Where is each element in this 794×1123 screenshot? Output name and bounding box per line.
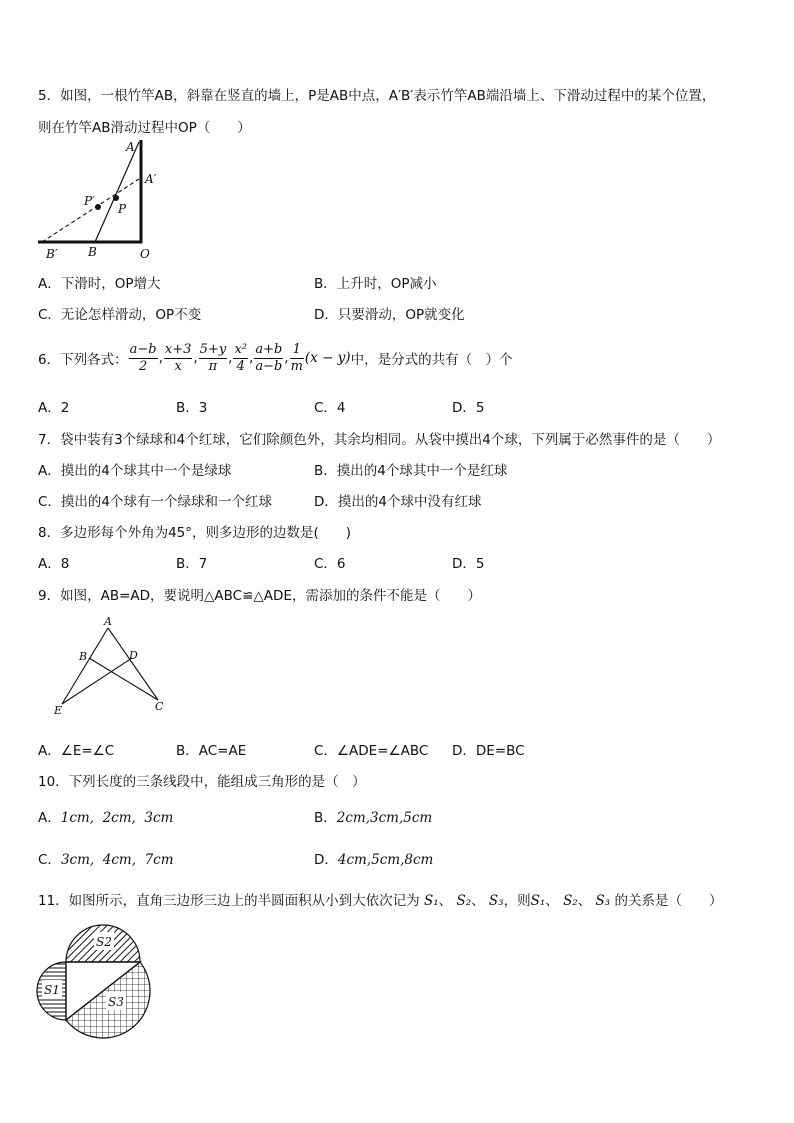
q10-option-a-value: 1cm, 2cm, 3cm: [60, 810, 174, 826]
q5-label-O: O: [140, 247, 150, 261]
q11-t2: S₂: [563, 893, 578, 909]
q6-f6-numerator: 1: [290, 342, 304, 359]
q5-label-P: P: [118, 202, 127, 216]
q6-fraction-3: [199, 342, 228, 375]
q6-prefix: 6．下列各式：: [38, 352, 128, 368]
q10-option-d-label: D．: [314, 852, 338, 868]
q9-label-B: B: [79, 650, 88, 663]
q8-stem: 8．多边形每个外角为45°，则多边形的边数是( ): [38, 525, 352, 541]
q8-option-d: D．5: [452, 556, 485, 572]
q11-label-S3: S3: [108, 995, 124, 1009]
q5-option-d: D．只要滑动，OP就变化: [314, 307, 465, 323]
q6-fraction-1: [129, 342, 158, 375]
q6-f5-numerator: a+b: [255, 341, 283, 357]
q5-label-A-prime: A′: [145, 172, 157, 186]
q9-figure: [48, 614, 178, 720]
q6-f4-denominator: 4: [236, 358, 245, 374]
q9-option-b: B．AC=AE: [176, 743, 247, 759]
q6-stem: 6．下列各式： $\frac{a-b}{2}$ , $\frac{x+3}{x}$ , $\frac{5+y}{\pi}$ , $\frac{\text{x²}}{4}$ , $\frac{a+b}{a-b}$ , $\frac{1}{m}$ (x − y) 中，是分式的共有（ ）个: [38, 341, 513, 374]
q8-option-a: A．8: [38, 556, 70, 572]
q9-option-d: D．DE=BC: [452, 743, 525, 759]
q6-fraction-6: [290, 342, 304, 375]
q6-f2-denominator: x: [174, 358, 182, 374]
q8-option-c: C．6: [314, 556, 346, 572]
q6-f4-numerator: x²: [234, 341, 248, 357]
q10-option-b-label: B．: [314, 810, 337, 826]
q10-option-d: [314, 848, 433, 868]
q10-stem: 10．下列长度的三条线段中，能组成三角形的是（ ）: [38, 774, 366, 790]
q5-stem-line1: 5．如图，一根竹竿AB，斜靠在竖直的墙上，P是AB中点，A′B′表示竹竿AB端沿墙上、下滑动过程中的某个位置，: [38, 88, 716, 104]
q6-suffix: 中，是分式的共有（ ）个: [350, 352, 513, 368]
q11-s3: S₃: [488, 893, 504, 909]
q9-stem: 9．如图，AB=AD，要说明△ABC≌△ADE，需添加的条件不能是（ ）: [38, 588, 481, 604]
q11-mid: ，则: [503, 893, 531, 909]
q10-option-b: [314, 806, 432, 826]
q5-stem-line2: 则在竹竿AB滑动过程中OP（ ）: [38, 120, 251, 136]
q6-fraction-5: [254, 342, 283, 375]
q6-f1-denominator: 2: [138, 358, 148, 374]
q10-option-d-value: 4cm,5cm,8cm: [337, 852, 434, 868]
q11-s2: S₂: [456, 893, 472, 909]
q5-label-A: A: [126, 140, 135, 154]
q11-t3: S₃: [595, 893, 611, 909]
q9-label-A: A: [104, 615, 112, 628]
q11-sep1: 、: [438, 893, 453, 909]
q11-stem-part2: 的关系是（ ）: [614, 893, 723, 909]
q6-f5-denominator: a−b: [255, 358, 283, 374]
q10-option-c: [38, 848, 174, 868]
q5-figure: [30, 132, 170, 264]
q11-tsep1: 、: [545, 893, 559, 909]
q7-option-b: B．摸出的4个球其中一个是红球: [314, 463, 508, 479]
q10-option-a-label: A．: [38, 810, 61, 826]
q6-f3-denominator: π: [208, 358, 218, 374]
q11-figure: [36, 918, 166, 1042]
q11-stem: [38, 889, 723, 909]
q10-option-b-value: 2cm,3cm,5cm: [336, 810, 433, 826]
q6-option-c: C．4: [314, 400, 346, 416]
q6-f6-denominator: m: [290, 358, 303, 374]
q6-f2-numerator: x+3: [164, 341, 192, 357]
q10-option-c-value: 3cm, 4cm, 7cm: [60, 852, 174, 868]
q11-t1: S₁: [530, 893, 546, 909]
q8-option-b: B．7: [176, 556, 208, 572]
q5-label-B-prime: B′: [46, 247, 58, 261]
q6-option-a: A．2: [38, 400, 70, 416]
q5-option-c: C．无论怎样滑动，OP不变: [38, 307, 202, 323]
q10-option-a: [38, 806, 173, 826]
q6-fraction-4: [233, 342, 248, 375]
q9-label-D: D: [129, 649, 138, 662]
q7-stem: 7．袋中装有3个绿球和4个红球，它们除颜色外，其余均相同。从袋中摸出4个球，下列属于必然事件的是（ ）: [38, 432, 721, 448]
q7-option-c: C．摸出的4个球有一个绿球和一个红球: [38, 494, 273, 510]
q11-stem-part1: 11．如图所示，直角三边形三边上的半圆面积从小到大依次记为: [38, 893, 420, 909]
q7-option-a: A．摸出的4个球其中一个是绿球: [38, 463, 232, 479]
q6-tail-expression: (x − y): [304, 350, 351, 366]
q7-option-d: D．摸出的4个球中没有红球: [314, 494, 482, 510]
q5-option-a: A．下滑时，OP增大: [38, 276, 161, 292]
q11-label-S2: S2: [96, 935, 112, 949]
q9-label-E: E: [54, 704, 63, 717]
q5-label-B: B: [88, 245, 97, 259]
q9-label-C: C: [155, 700, 164, 713]
q5-option-b: B．上升时，OP减小: [314, 276, 437, 292]
q9-option-a: A．∠E=∠C: [38, 743, 115, 759]
q11-tsep2: 、: [577, 893, 592, 909]
q6-option-b: B．3: [176, 400, 208, 416]
q6-f1-numerator: a−b: [129, 341, 157, 357]
q10-option-c-label: C．: [38, 852, 61, 868]
q9-option-c: C．∠ADE=∠ABC: [314, 743, 429, 759]
q6-fraction-2: [164, 342, 193, 375]
q11-s1: S₁: [423, 893, 439, 909]
q6-option-d: D．5: [452, 400, 485, 416]
q11-sep2: 、: [471, 893, 485, 909]
q6-f3-numerator: 5+y: [199, 341, 227, 357]
q5-label-P-prime: P′: [84, 194, 95, 208]
q11-label-S1: S1: [44, 983, 60, 997]
